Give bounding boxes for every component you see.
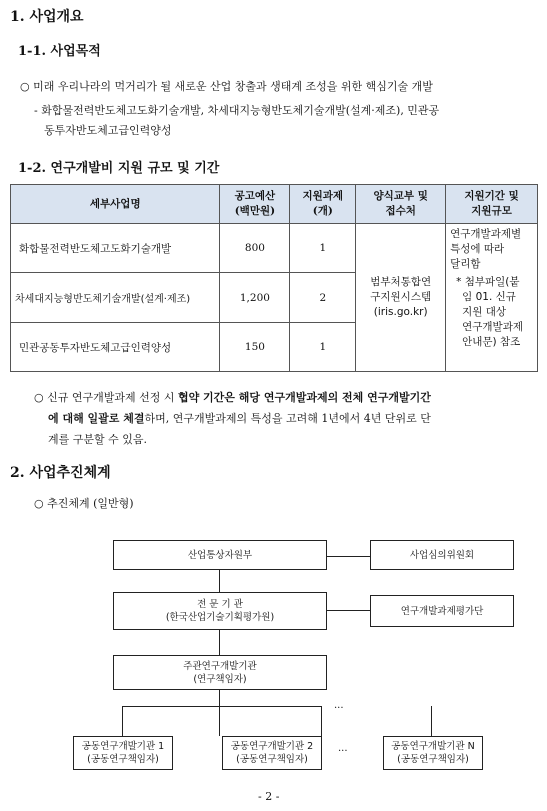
row-count: 1 — [290, 224, 356, 273]
connector-line — [326, 556, 370, 557]
header-program: 세부사업명 — [11, 185, 220, 224]
connector-line — [219, 688, 220, 706]
row-budget: 1,200 — [220, 273, 290, 323]
connector-line — [122, 706, 322, 707]
coop-institution-box-2: 공동연구개발기관 2 (공동연구책임자) — [222, 736, 322, 770]
row-name: 민관공동투자반도체고급인력양성 — [11, 323, 220, 372]
ellipsis-bottom: ... — [338, 743, 348, 754]
header-count: 지원과제 (개) — [290, 185, 356, 224]
connector-line — [219, 568, 220, 592]
row-count: 1 — [290, 323, 356, 372]
committee-box: 사업심의위원회 — [370, 540, 514, 570]
purpose-dash-line2: 동투자반도체고급인력양성 — [44, 124, 172, 137]
agency-box: 전 문 기 관 (한국산업기술기획평가원) — [113, 592, 327, 630]
ellipsis-top: ... — [334, 700, 344, 711]
header-period: 지원기간 및 지원규모 — [446, 185, 538, 224]
connector-line — [321, 706, 322, 736]
structure-bullet: ○ 추진체계 (일반형) — [34, 497, 134, 510]
section1-title: 1. 사업개요 — [10, 9, 84, 25]
header-submission: 양식교부 및 접수처 — [356, 185, 446, 224]
connector-line — [122, 706, 123, 736]
ministry-box: 산업통상자원부 — [113, 540, 327, 570]
purpose-dash-line1: - 화합물전력반도체고도화기술개발, 차세대지능형반도체기술개발(설계·제조), 민관공 — [34, 104, 440, 117]
section1-2-title: 1-2. 연구개발비 지원 규모 및 기간 — [18, 161, 220, 176]
table-header-row — [11, 185, 538, 224]
budget-table — [10, 184, 538, 372]
row-budget: 800 — [220, 224, 290, 273]
section2-title: 2. 사업추진체계 — [10, 465, 111, 481]
connector-line — [219, 706, 220, 736]
lead-institution-box: 주관연구개발기관 (연구책임자) — [113, 655, 327, 690]
period-paragraph-line3: 계를 구분할 수 있음. — [48, 433, 147, 446]
section1-1-title: 1-1. 사업목적 — [18, 44, 101, 59]
row-budget: 150 — [220, 323, 290, 372]
period-paragraph-line2: 에 대해 일괄로 체결하며, 연구개발과제의 특성을 고려해 1년에서 4년 단위로 단 — [48, 412, 431, 425]
evaluation-box: 연구개발과제평가단 — [370, 595, 514, 627]
header-budget: 공고예산 (백만원) — [220, 185, 290, 224]
period-paragraph-line1: ○ 신규 연구개발과제 선정 시 협약 기간은 해당 연구개발과제의 전체 연구개발기간 — [34, 391, 431, 404]
submission-system: 범부처통합연 구지원시스템 (iris.go.kr) — [356, 224, 446, 372]
coop-institution-box-1: 공동연구개발기관 1 (공동연구책임자) — [73, 736, 173, 770]
table-row — [11, 224, 538, 273]
page-number: - 2 - — [258, 790, 280, 803]
row-name: 화합물전력반도체고도화기술개발 — [11, 224, 220, 273]
row-name: 차세대지능형반도체기술개발(설계·제조) — [11, 273, 220, 323]
connector-line — [326, 610, 370, 611]
row-count: 2 — [290, 273, 356, 323]
purpose-bullet: ○ 미래 우리나라의 먹거리가 될 새로운 산업 창출과 생태계 조성을 위한 핵심기술 개발 — [20, 80, 433, 93]
connector-line — [431, 706, 432, 736]
coop-institution-box-n: 공동연구개발기관 N (공동연구책임자) — [383, 736, 483, 770]
connector-line — [219, 628, 220, 655]
period-note: 연구개발과제별 특성에 따라 달리함 * 첨부파일(붙 임 01. 신규 지원 대상 연구개발과제 안내문) 참조 — [446, 224, 538, 372]
